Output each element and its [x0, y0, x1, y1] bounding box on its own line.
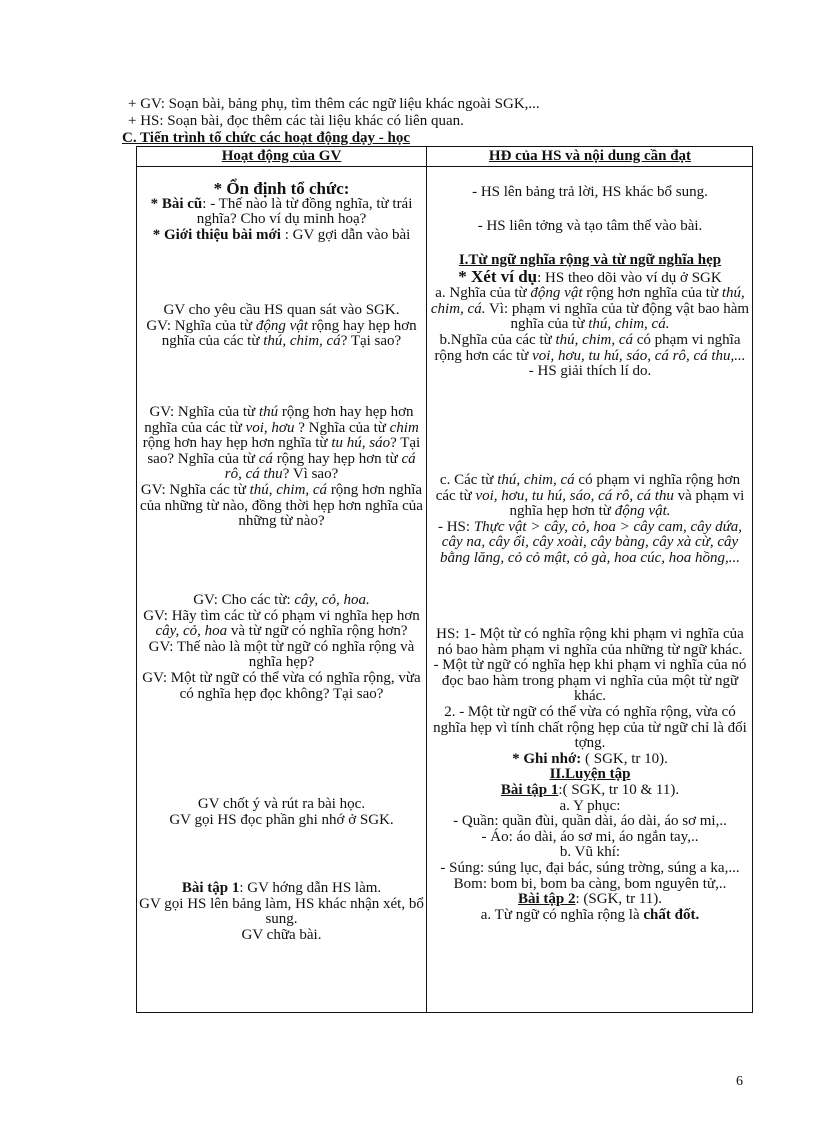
- bai-cu-text: : - Thế nào là từ đồng nghĩa, từ trái nghĩa? Cho ví dụ minh hoạ?: [196, 195, 413, 228]
- left-p9: GV chốt ý và rút ra bài học.: [197, 796, 366, 812]
- intro-line-gv: + GV: Soạn bài, bảng phụ, tìm thêm các ngữ liệu khác ngoài SGK,...: [128, 96, 540, 112]
- right-r23: a. Từ ngữ có nghĩa rộng là chất đốt.: [480, 906, 700, 923]
- right-r21: Bom: bom bi, bom ba càng, bom nguyên tử,..: [453, 875, 727, 892]
- left-p7: GV: Thế nào là một từ ngữ có nghĩa rộng và nghĩa hẹp?: [148, 638, 415, 671]
- right-r11: - Một từ ngữ có nghĩa hẹp khi phạm vi nghĩa của nó đọc bao hàm trong phạm vi nghĩa của một từ ngữ khác.: [433, 657, 747, 705]
- right-r16: a. Y phục:: [559, 797, 621, 814]
- left-bt1: Bài tập 1: GV hớng dẫn HS làm.: [181, 880, 382, 896]
- left-p1: GV cho yêu cầu HS quan sát vào SGK.: [163, 302, 400, 318]
- right-r4: * Xét ví dụ: HS theo dõi vào ví dụ ở SGK: [458, 266, 722, 286]
- right-block-r2: [427, 219, 753, 235]
- right-r6: b.Nghĩa của các từ thú, chim, cá có phạm vi nghĩa rộng hơn các từ voi, hơu, tu hú, sáo, cá rô, cá thu,...: [434, 331, 746, 364]
- gioi-thieu-text: : GV gợi dẫn vào bài: [280, 226, 411, 243]
- right-block-theory: [427, 253, 753, 380]
- left-p5: GV: Cho các từ: cây, cỏ, hoa.: [193, 592, 370, 608]
- on-dinh-heading: * Ổn định tổ chức:: [213, 179, 350, 198]
- right-r10: HS: 1- Một từ có nghĩa rộng khi phạm vi nghĩa của nó bao hàm phạm vi nghĩa của những từ ngữ khác.: [436, 626, 744, 658]
- header-teacher-activity: Hoạt động của GV: [221, 148, 342, 164]
- right-r8: c. Các từ thú, chim, cá có phạm vi nghĩa rộng hơn các từ voi, hơu, tu hú, sáo, cá rô, cá thu và phạm vi nghĩa hẹp hơn từ động vật.: [435, 472, 745, 520]
- header-student-activity: HĐ của HS và nội dung cần đạt: [488, 148, 692, 164]
- left-p3: GV: Nghĩa của từ thú rộng hơn hay hẹp hơn nghĩa của các từ voi, hơu ? Nghĩa của từ chim rộng hơn hay hẹp hơn nghĩa từ tu hú, sáo? Tại sao? Nghĩa của từ cá rộng hay hẹp hơn từ cá rô, cá thu? Vì sao?: [142, 404, 421, 483]
- left-p11: GV gọi HS lên bảng làm, HS khác nhận xét, bổ sung.: [139, 895, 424, 928]
- right-block-r1: [427, 185, 753, 201]
- left-p2: GV: Nghĩa của từ động vật rộng hay hẹp hơn nghĩa của các từ thú, chim, cá? Tại sao?: [146, 317, 417, 350]
- gioi-thieu-paragraph: [137, 228, 426, 244]
- right-r17: - Quần: quần đùi, quần dài, áo dài, áo sơ mi,..: [453, 813, 727, 830]
- right-r5: a. Nghĩa của từ động vật rộng hơn nghĩa của từ thú, chim, cá. Vì: phạm vi nghĩa của từ động vật bao hàm nghĩa của từ thú, chim, cá.: [430, 285, 750, 333]
- right-block-answers: [427, 627, 753, 923]
- right-r15: Bài tập 1:( SGK, tr 10 & 11).: [500, 781, 680, 798]
- gioi-thieu-label: * Giới thiệu bài mới: [152, 226, 281, 243]
- right-r7: - HS giải thích lí do.: [528, 363, 652, 380]
- right-heading-1: I.Từ ngữ nghĩa rộng và từ ngữ nghĩa hẹp: [458, 252, 722, 268]
- right-r18: - Áo: áo dài, áo sơ mi, áo ngắn tay,..: [481, 828, 699, 845]
- left-p6: GV: Hãy tìm các từ có phạm vi nghĩa hẹp hơn cây, cỏ, hoa và từ ngữ có nghĩa rộng hơn?: [143, 607, 420, 640]
- right-r12: 2. - Một từ ngữ có thể vừa có nghĩa rộng, vừa có nghĩa hẹp vì tính chất rộng hẹp của từ ngữ chỉ là đối tợng.: [433, 703, 747, 752]
- left-block-exercise: [137, 881, 426, 943]
- right-r9: - HS: Thực vật > cây, cỏ, hoa > cây cam, cây dứa, cây na, cây ổi, cây xoài, cây bàng, cây xà cừ, cây bằng lăng, cỏ cỏ mật, cỏ gà, hoa cúc, hoa hồng,...: [437, 518, 743, 566]
- lesson-table: [136, 146, 753, 1013]
- left-block-questions: [137, 405, 426, 530]
- right-r13: * Ghi nhớ: ( SGK, tr 10).: [512, 750, 668, 767]
- left-p4: GV: Nghĩa các từ thú, chim, cá rộng hơn nghĩa của những từ nào, đồng thời hẹp hơn nghĩa của những từ nào?: [140, 481, 423, 530]
- left-block-plants: [137, 593, 426, 702]
- right-heading-2: II.Luyện tập: [549, 766, 631, 783]
- section-title: C. Tiến trình tổ chức các hoạt động dạy - học: [122, 130, 411, 146]
- right-r1: - HS lên bảng trả lời, HS khác bổ sung.: [472, 184, 708, 200]
- bai-cu-paragraph: [137, 197, 426, 228]
- right-r19: b. Vũ khí:: [559, 844, 621, 861]
- left-p12: GV chữa bài.: [241, 926, 322, 943]
- right-r22: Bài tập 2: (SGK, tr 11).: [517, 891, 663, 908]
- page-number: 6: [736, 1074, 743, 1089]
- right-r2: - HS liên tởng và tạo tâm thế vào bài.: [477, 218, 703, 234]
- bai-cu-label: * Bài cũ: [150, 195, 203, 212]
- left-p10: GV gọi HS đọc phần ghi nhớ ở SGK.: [169, 811, 394, 828]
- intro-line-hs: + HS: Soạn bài, đọc thêm các tài liệu khác có liên quan.: [128, 113, 464, 129]
- right-r20: - Súng: súng lục, đại bác, súng trờng, súng a ka,...: [440, 859, 740, 876]
- left-block-opening: [137, 181, 426, 243]
- left-block-example: [137, 303, 426, 350]
- header-divider: [137, 166, 752, 167]
- left-p8: GV: Một từ ngữ có thể vừa có nghĩa rộng, vừa có nghĩa hẹp đọc không? Tại sao?: [142, 669, 421, 702]
- intro-notes: [128, 96, 540, 130]
- left-block-summary: [137, 797, 426, 828]
- right-block-c: [427, 473, 753, 567]
